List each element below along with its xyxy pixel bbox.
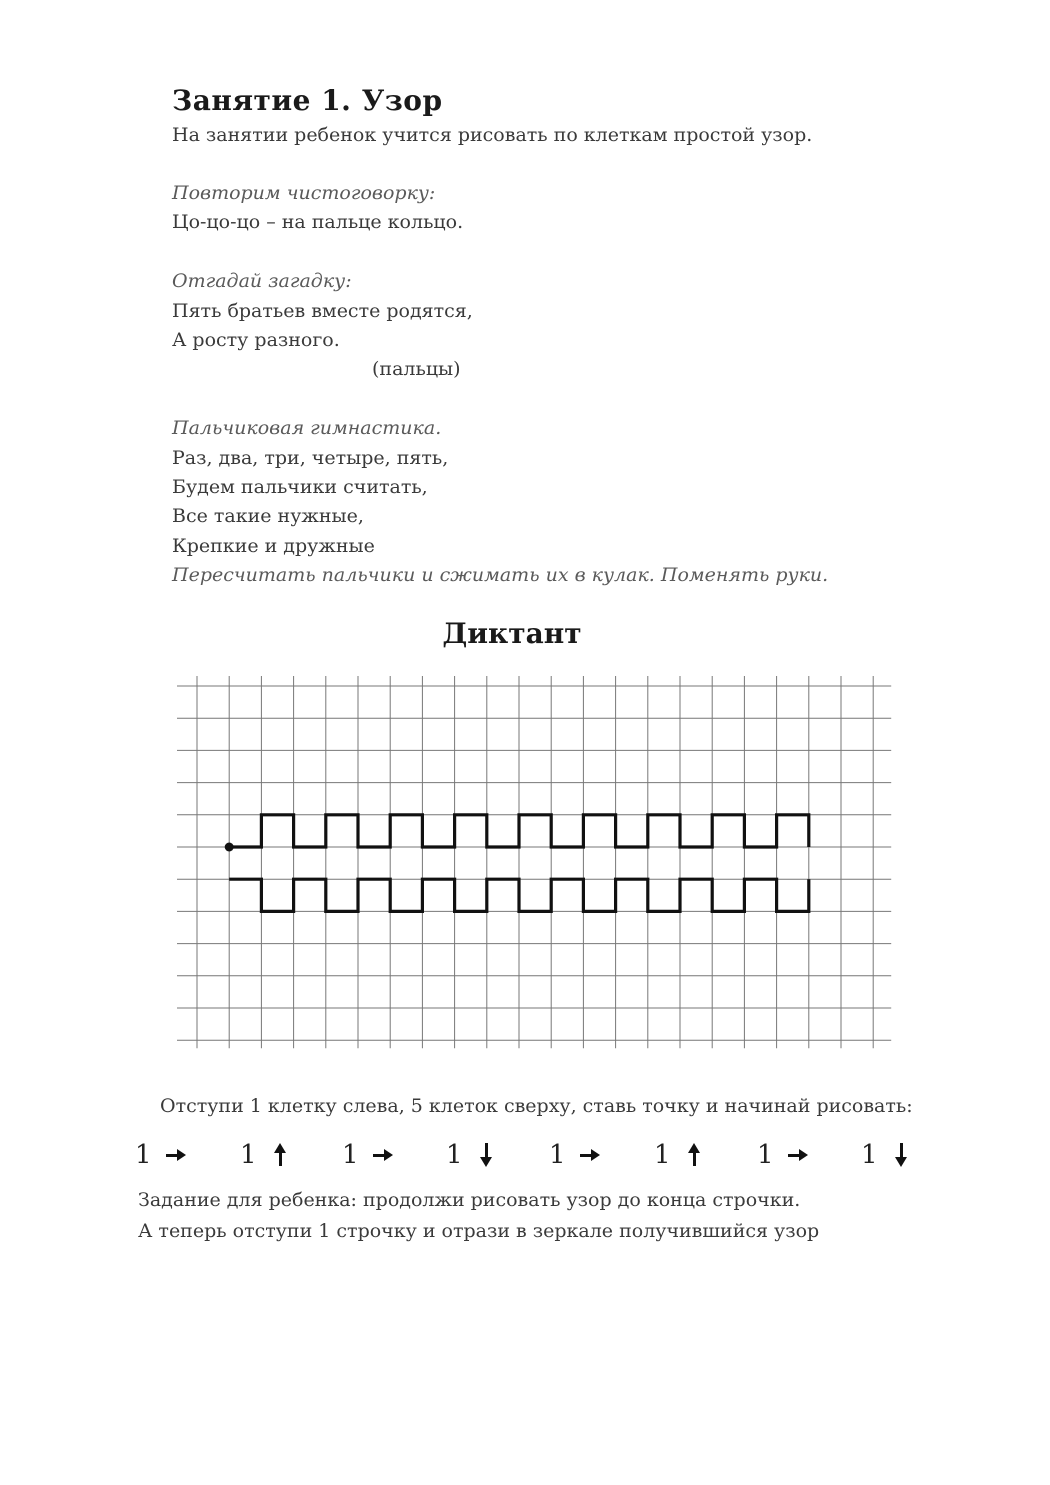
down-arrow-icon [477,1143,497,1167]
finger-gymnastics-instruction: Пересчитать пальчики и сжимать их в кулак. Поменять руки. [172,564,829,586]
dictation-steps [0,1140,1050,1176]
right-arrow-icon [580,1143,600,1167]
dictation-title: Диктант [442,617,582,650]
riddle-answer: (пальцы) [372,358,461,380]
riddle-line-2: А росту разного. [172,329,340,351]
tongue-twister-text: Цо-цо-цо – на пальце кольцо. [172,211,464,233]
top-pattern-line [229,815,809,847]
right-arrow-icon [373,1143,393,1167]
finger-gymnastics-line-4: Крепкие и дружные [172,535,375,557]
dictation-step: 1 [240,1140,291,1170]
finger-gymnastics-heading: Пальчиковая гимнастика. [172,417,442,439]
finger-gymnastics-line-1: Раз, два, три, четыре, пять, [172,447,449,469]
up-arrow-icon [685,1143,705,1167]
tongue-twister-heading: Повторим чистоговорку: [172,182,436,204]
dictation-step: 1 [654,1140,705,1170]
finger-gymnastics-line-2: Будем пальчики считать, [172,476,428,498]
dictation-step: 1 [757,1140,808,1170]
child-task-line-1: Задание для ребенка: продолжи рисовать узор до конца строчки. [138,1189,801,1211]
dictation-step: 1 [861,1140,912,1170]
dictation-instruction: Отступи 1 клетку слева, 5 клеток сверху, ставь точку и начинай рисовать: [160,1095,913,1117]
dictation-step: 1 [446,1140,497,1170]
down-arrow-icon [892,1143,912,1167]
dictation-step: 1 [135,1140,186,1170]
mirror-pattern-line [229,879,809,911]
right-arrow-icon [788,1143,808,1167]
riddle-line-1: Пять братьев вместе родятся, [172,300,473,322]
finger-gymnastics-line-3: Все такие нужные, [172,505,364,527]
pattern-lines [225,815,809,912]
lesson-title: Занятие 1. Узор [172,84,443,117]
dictation-step: 1 [549,1140,600,1170]
child-task-line-2: А теперь отступи 1 строчку и отрази в зеркале получившийся узор [138,1220,820,1242]
riddle-heading: Отгадай загадку: [172,270,352,292]
dictation-step: 1 [342,1140,393,1170]
start-point-dot [225,843,234,852]
up-arrow-icon [271,1143,291,1167]
right-arrow-icon [166,1143,186,1167]
lesson-intro: На занятии ребенок учится рисовать по клеткам простой узор. [172,124,813,146]
grid-lines [177,676,891,1048]
